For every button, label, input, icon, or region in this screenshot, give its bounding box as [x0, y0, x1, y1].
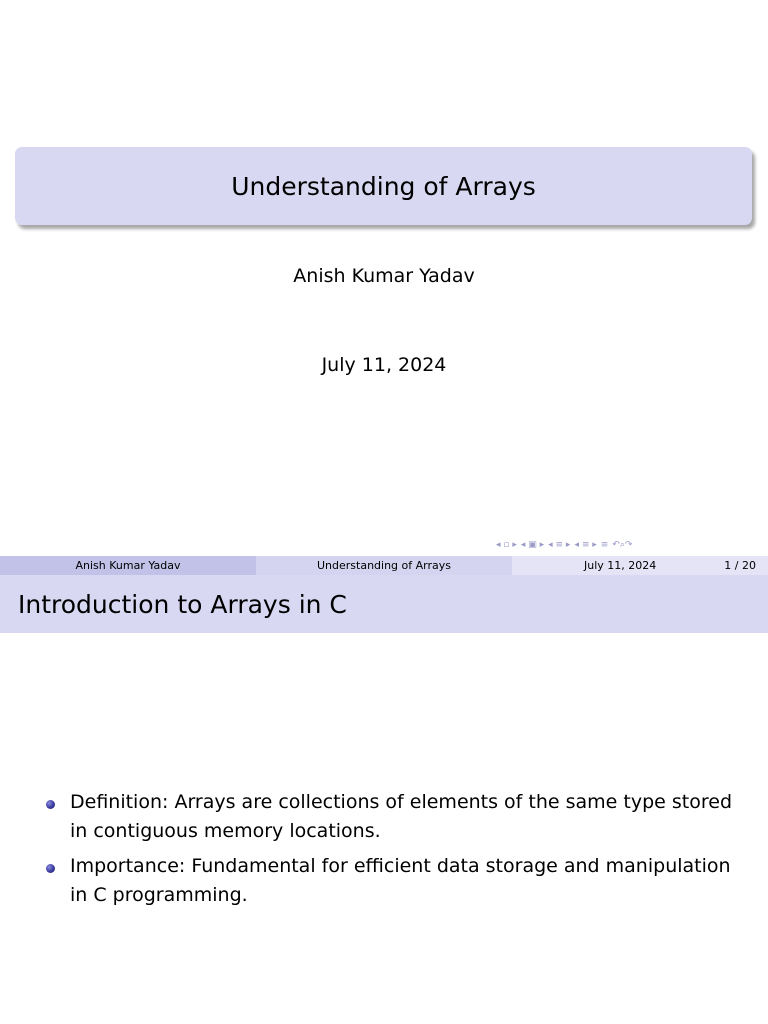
bullet-icon [46, 800, 55, 809]
nav-frame-icon[interactable]: ◂ ▣ ▸ [520, 540, 545, 550]
footer-info [512, 556, 768, 575]
footer-page-number: 1 / 20 [724, 559, 756, 572]
list-item [46, 788, 746, 846]
nav-align-icon[interactable]: ≡ [600, 540, 609, 550]
footer-author: Anish Kumar Yadav [0, 556, 256, 575]
nav-prev-frame-icon[interactable]: ◂ ▫ ▸ [496, 540, 517, 550]
slide-footer [0, 556, 768, 575]
list-item [46, 852, 746, 910]
bullet-text: Definition: Arrays are collections of elements of the same type stored in contiguous memory locations. [70, 791, 733, 842]
frame-title-bar [0, 575, 768, 633]
footer-title: Understanding of Arrays [256, 556, 512, 575]
title-box [15, 147, 752, 225]
bullet-text: Importance: Fundamental for efficient data storage and manipulation in C programming. [70, 855, 731, 906]
footer-date: July 11, 2024 [584, 559, 657, 572]
presentation-date: July 11, 2024 [321, 354, 447, 376]
frame-title: Introduction to Arrays in C [18, 589, 347, 619]
beamer-navigation-bar [496, 538, 632, 552]
bullet-icon [46, 864, 55, 873]
presentation-author: Anish Kumar Yadav [293, 265, 475, 287]
nav-back-search-icon[interactable]: ↶⌕↷ [612, 540, 633, 550]
presentation-title: Understanding of Arrays [231, 171, 536, 201]
nav-subsection-icon[interactable]: ◂ ≡ ▸ [548, 540, 571, 550]
bullet-list [46, 788, 746, 916]
nav-section-icon[interactable]: ◂ ≡ ▸ [574, 540, 597, 550]
